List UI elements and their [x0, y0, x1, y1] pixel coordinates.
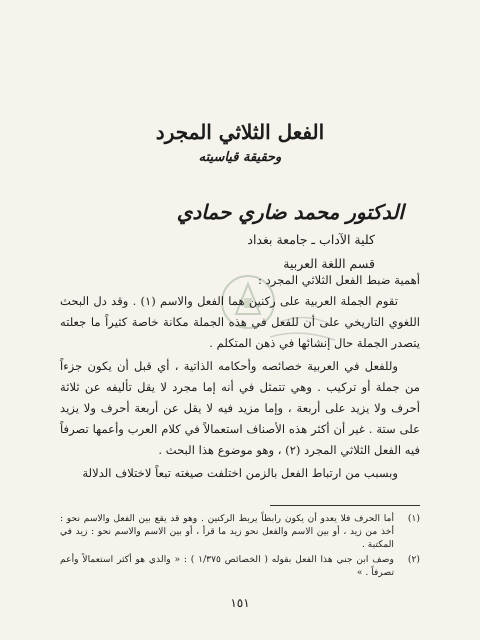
footnote: [60, 512, 420, 551]
footnote-text: وصف ابن جني هذا الفعل بقوله ( الخصائص ١/٣٧٥ ) : « والذي هو أكثر استعمالاً وأعم تصرفاً . »: [60, 554, 394, 578]
body-paragraph: وللفعل في العربية خصائصه وأحكامه الذاتية ، أي قبل أن يكون جزءاً من جملة أو تركيب . وهي تتمثل في أنه إما مجرد لا يقل تأليفه عن ثلاثة أحرف ولا يزيد على أربعة ، وإما مزيد فيه لا يقل عن أربعة أحرف ولا يزيد على ستة . غير أن أكثر هذه الأصناف استعمالاً في كلام العرب وأعمها تصرفاً فيه الفعل الثلاثي المجرد (٢) ، وهو موضوع هذا البحث .: [60, 359, 420, 457]
section-heading: أهمية ضبط الفعل الثلاثي المجرد :: [258, 273, 420, 287]
author-name: الدكتور محمد ضاري حمادي: [176, 200, 404, 224]
footnote-divider: [270, 505, 420, 506]
author-affiliation-college: كلية الآداب ـ جامعة بغداد: [247, 232, 375, 247]
body-paragraph: تقوم الجملة العربية على ركنين هما الفعل والاسم (١) . وقد دل البحث اللغوي التاريخي على أن للفعل في هذه الجملة مكانة خاصة كثيراً ما جعلته يتصدر الجملة حال إنشائها في ذهن المتكلم .: [60, 294, 420, 350]
article-subtitle: وحقيقة قياسيته: [198, 150, 282, 165]
body-paragraph: وبسبب من ارتباط الفعل بالزمن اختلفت صيغته تبعاً لاختلاف الدلالة: [82, 466, 398, 480]
footnote: [60, 553, 420, 579]
footnote-text: أما الحرف فلا يعدو أن يكون رابطاً يربط الركنين . وهو قد يقع بين الفعل والاسم نحو : أخذ من زيد ، أو بين الاسم والفعل نحو زيد ما قرأ ، أو بين الاسم والاسم نحو : زيد في المكتبة .: [60, 513, 394, 550]
article-title: الفعل الثلاثي المجرد: [155, 120, 325, 144]
page-number: ١٥١: [230, 596, 250, 610]
author-affiliation-department: قسم اللغة العربية: [283, 256, 375, 271]
footnote-number: (١): [407, 513, 420, 524]
footnote-number: (٢): [407, 554, 420, 565]
footnotes: [60, 512, 420, 581]
article-body: [60, 264, 420, 484]
